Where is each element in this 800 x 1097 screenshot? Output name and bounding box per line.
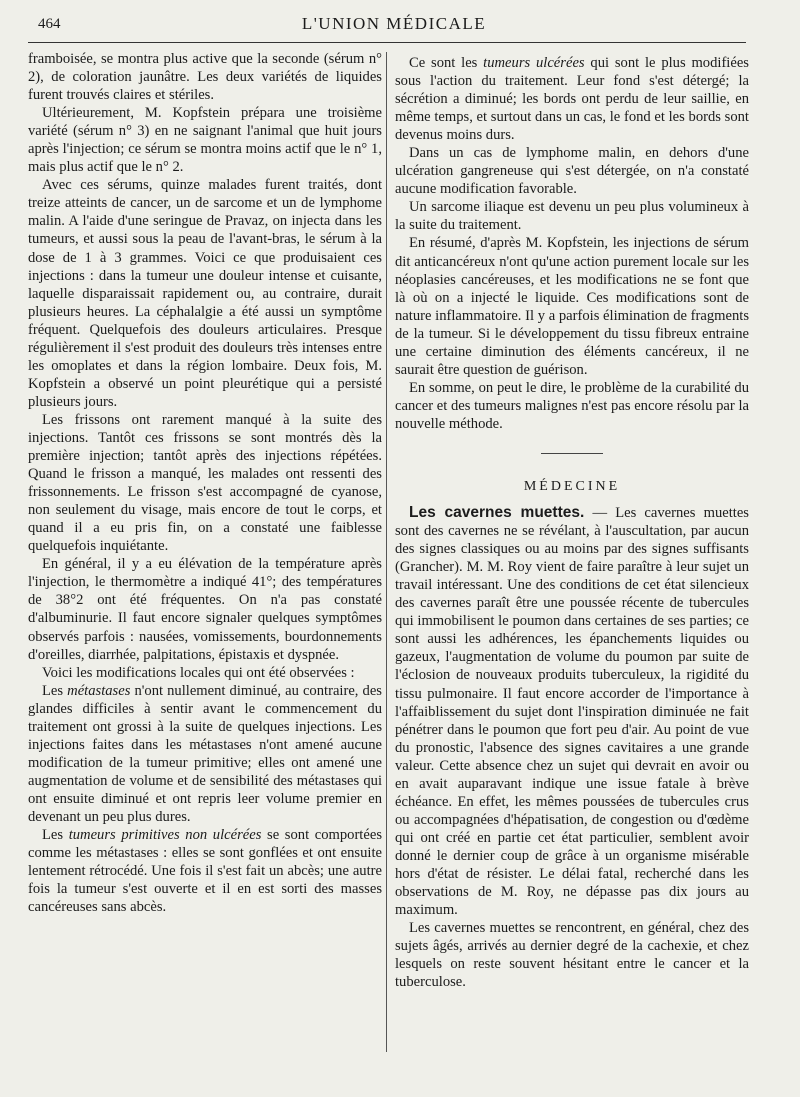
paragraph: En somme, on peut le dire, le problème de la curabilité du cancer et des tumeurs malignes n'est pas encore résolu par la nouvelle méthode. bbox=[395, 379, 749, 432]
paragraph: En résumé, d'après M. Kopfstein, les injections de sérum dit anticancéreux n'ont qu'une action purement locale sur les néoplasies cancéreuses, et les modifications ne se font que là où on a injecté le liquide. Ces modifications sont de nature inflammatoire. Il y a parfois élimination de fragments de la tumeur. Si le développement du tissu fibreux entraine une certaine diminution des éléments cancéreux, il ne saurait être question de guérison. bbox=[395, 235, 749, 378]
paragraph: Les frissons ont rarement manqué à la suite des injections. Tantôt ces frissons se sont montrés dès la première injection; tantôt après des injections répétées. Quand le frisson a manqué, les malades ont ressenti des frissonnements. Le frisson s'est accompagné de cyanose, non seulement du visage, mais encore de tout le corps, et quand il a eu pris fin, on a constaté une faiblesse quelquefois inquiétante. bbox=[28, 411, 382, 555]
column-divider bbox=[386, 52, 387, 1052]
italic-term: tumeurs primitives non ulcérées bbox=[68, 827, 262, 844]
section-separator bbox=[541, 453, 603, 454]
article-lead: Les cavernes muettes. bbox=[409, 504, 585, 522]
section-title: MÉDECINE bbox=[523, 478, 621, 494]
paragraph: framboisée, se montra plus active que la seconde (sérum n° 2), de coloration jaunâtre. Les deux variétés de liquides furent trouvés claires et stériles. bbox=[28, 51, 382, 104]
paragraph: Dans un cas de lymphome malin, en dehors d'une ulcération gangreneuse qui s'est détergée, on n'a constaté aucune modification favorable. bbox=[395, 145, 749, 198]
paragraph: Les cavernes muettes se rencontrent, en général, chez des sujets âgés, arrivés au dernier degré de la cachexie, et chez lesquels on reste souvent hésitant entre le cancer et la tuberculose. bbox=[395, 920, 749, 991]
page-number: 464 bbox=[38, 16, 61, 32]
header-rule bbox=[28, 42, 746, 43]
text: qui sont le plus modifiées sous l'action du traitement. Leur fond s'est détergé; la sécrétion a diminué; les bords ont perdu de leur saillie, en même temps, et surtout dans un cas, le fond et les bords sont devenus moins durs. bbox=[395, 55, 749, 144]
italic-term: tumeurs ulcérées bbox=[483, 55, 585, 71]
page-header bbox=[28, 10, 760, 36]
paragraph: Avec ces sérums, quinze malades furent traités, dont treize atteints de cancer, un de sarcome et un de lymphome malin. A l'aide d'une seringue de Pravaz, on injecta dans les tumeurs, et aussi sous la peau de l'avant-bras, le sérum à la dose de 1 à 3 grammes. Voici ce que produisaient ces injections : dans la tumeur une douleur intense et cuisante, laquelle disparaissait rapidement ou, au contraire, durait plusieurs heures. La céphalalgie a été aussi un symptôme fréquent. Quelquefois des douleurs articulaires. Presque régulièrement il s'est produit des douleurs très intenses entre les omoplates et dans la région lombaire. Deux fois, M. Kopfstein a observé un point pleurétique qui a persisté plusieurs jours. bbox=[28, 177, 382, 410]
text: se sont comportées comme les métastases : elles se sont gonflées et ont ensuite lentement rétrocédé. Une fois il s'est fait un abcès; une autre fois la tumeur s'est ouverte et il en est sorti des masses cancéreuses sans abcès. bbox=[28, 827, 382, 916]
text: Les bbox=[42, 827, 69, 844]
article-paragraph bbox=[395, 504, 749, 919]
paragraph-primitives bbox=[28, 826, 382, 916]
left-column bbox=[28, 50, 382, 916]
text: n'ont nullement diminué, au contraire, des glandes difficiles à sentir avant le commencement du traitement ont grossi à la suite de quelques injections. Les injections faites dans les métastases n'ont amené aucune modification de la tumeur primitive; elles ont amené une augmentation de volume et de sensibilité des métastases qui ont ensuite diminué et ont repris leer volume premier en devenant un peu plus dures. bbox=[28, 682, 382, 825]
paragraph: Ultérieurement, M. Kopfstein prépara une troisième variété (sérum n° 3) en ne saignant l'animal que huit jours après l'injection; ce sérum se montra moins actif que le n° 1, mais plus actif que le n° 2. bbox=[28, 105, 382, 176]
paragraph: Un sarcome iliaque est devenu un peu plus volumineux à la suite du traitement. bbox=[395, 199, 749, 234]
paragraph-ulcerees bbox=[395, 54, 749, 144]
text: — Les cavernes muettes sont des cavernes ne se révélant, à l'auscultation, par aucun des signes classiques ou au moins par des signes suffisants (Grancher). M. M. Roy vient de faire paraître à leur sujet un travail intéressant. Une des conditions de cet état silencieux des cavernes paraît être une poussée récente de tubercules qui immobilisent le poumon dans certaines de ses parties; ce sont aussi les adhérences, les épanchements liquides ou gazeux, l'augmentation de volume du poumon par suite de l'éclosion de nouveaux produits tuberculeux, la rigidité du tissu pulmonaire. Il faut encore accorder de l'importance à l'affaiblissement du sujet dont l'inspiration diminuée ne fait pénétrer dans le poumon que fort peu d'air. Au point de vue du pronostic, l'absence des signes cavitaires a une grande valeur. Cette absence chez un sujet qui devrait en avoir ou en avait auparavant indique une issue fatale à brève échéance. En effet, les mêmes poussées de tubercules crus ou accompagnées d'hépatisation, de congestion ou d'œdème qui ont créé en partie cet état particulier, semblent avoir donné le dernier coup de grâce à un organisme misérable hors d'état de résister. Le délai fatal, recherché dans les observations de M. Roy, ne dépasse pas dix jours au maximum. bbox=[395, 505, 749, 919]
paragraph-metastases bbox=[28, 682, 382, 826]
text: Les bbox=[42, 682, 68, 699]
italic-term: métastases bbox=[67, 682, 131, 699]
paragraph: Voici les modifications locales qui ont été observées : bbox=[42, 664, 355, 681]
paragraph: En général, il y a eu élévation de la température après l'injection, le thermomètre a indiqué 41°; des températures de 38°2 ont été fréquentes. On n'a pas constaté d'albuminurie. Il faut encore signaler quelques symptômes observés parfois : nausées, vomissements, bourdonnements d'oreilles, diarrhée, palpitations, épistaxis et dyspnée. bbox=[28, 556, 382, 663]
text: Ce sont les bbox=[409, 55, 484, 71]
right-column bbox=[395, 54, 749, 991]
running-title: L'UNION MÉDICALE bbox=[301, 14, 487, 33]
